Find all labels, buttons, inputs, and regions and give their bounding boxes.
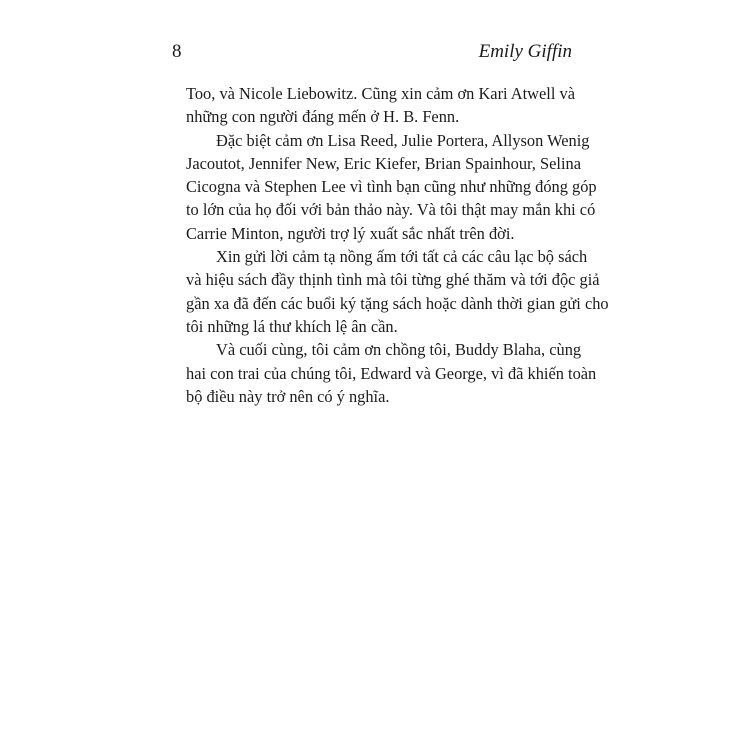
paragraph — [186, 129, 597, 245]
text-line: Và cuối cùng, tôi cảm ơn chồng tôi, Buddy Blaha, cùng — [216, 340, 582, 360]
text-line: hai con trai của chúng tôi, Edward và George, vì đã khiến toàn — [186, 363, 597, 383]
text-line: Too, và Nicole Liebowitz. Cũng xin cảm ơn Kari Atwell và — [186, 84, 575, 103]
body-text — [186, 82, 609, 408]
text-line: bộ điều này trở nên có ý nghĩa. — [186, 386, 390, 406]
text-line: Xin gửi lời cảm tạ nồng ấm tới tất cả các câu lạc bộ sách — [216, 247, 588, 267]
text-line: Carrie Minton, người trợ lý xuất sắc nhất trên đời. — [186, 223, 515, 243]
text-line: Jacoutot, Jennifer New, Eric Kiefer, Brian Spainhour, Selina — [186, 153, 581, 173]
paragraph — [186, 245, 609, 338]
paragraph — [186, 82, 575, 129]
page-number: 8 — [172, 41, 182, 62]
text-line: những con người đáng mến ở H. B. Fenn. — [186, 107, 460, 127]
text-line: Đặc biệt cảm ơn Lisa Reed, Julie Portera, Allyson Wenig — [216, 130, 590, 150]
text-line: to lớn của họ đối với bản thảo này. Và tôi thật may mắn khi có — [186, 200, 596, 220]
text-line: gần xa đã đến các buổi ký tặng sách hoặc dành thời gian gửi cho — [186, 293, 609, 313]
paragraph — [186, 338, 597, 408]
running-head-author: Emily Giffin — [478, 41, 572, 62]
text-line: và hiệu sách đầy thịnh tình mà tôi từng ghé thăm và tới độc giả — [186, 270, 600, 290]
text-line: tôi những lá thư khích lệ ân cần. — [186, 316, 398, 336]
text-line: Cicogna và Stephen Lee vì tình bạn cũng như những đóng góp — [186, 177, 597, 197]
